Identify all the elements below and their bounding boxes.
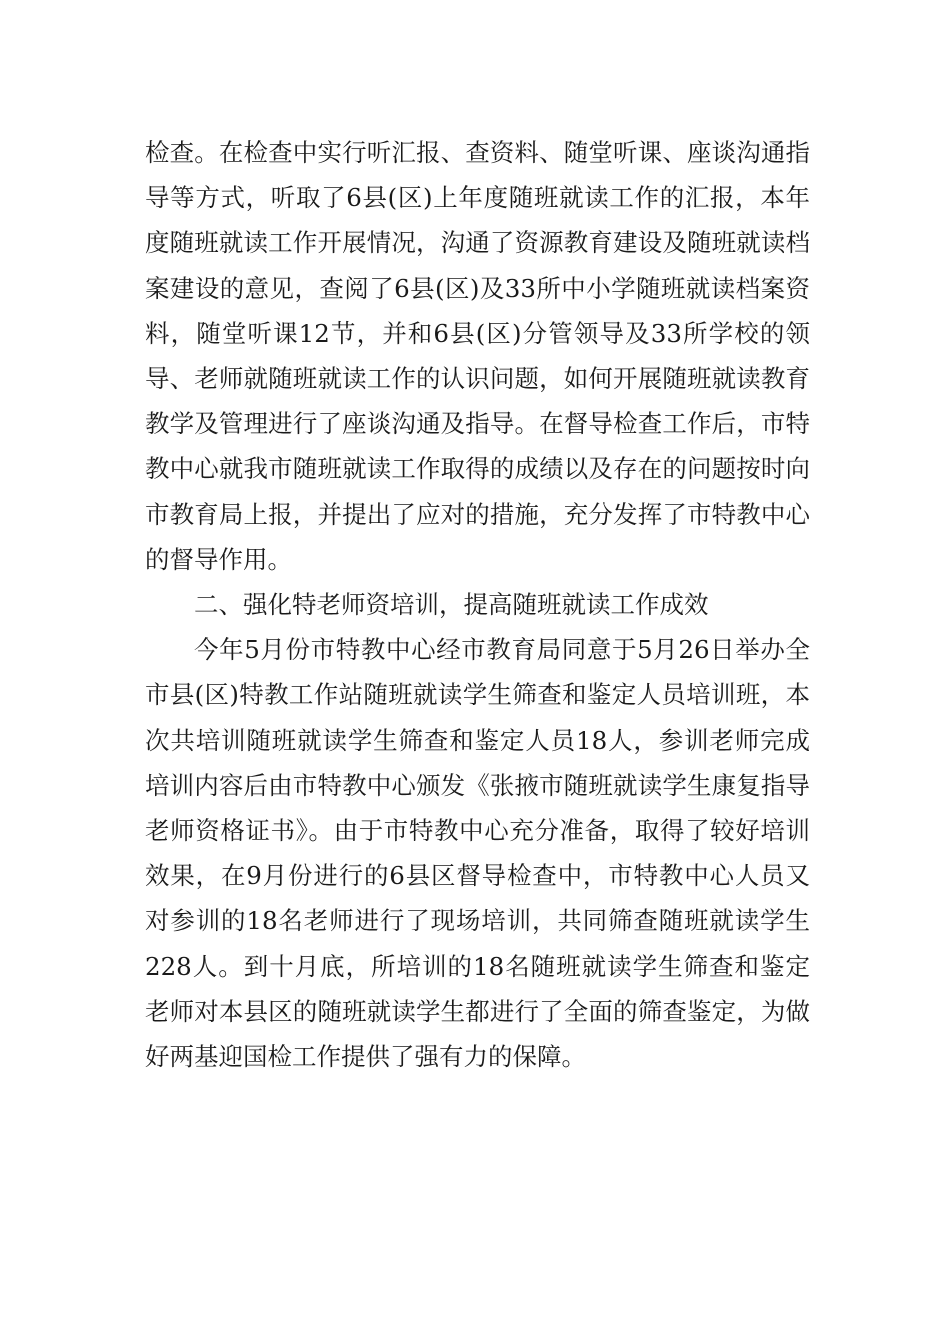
- paragraph-inspection: 检查。在检查中实行听汇报、查资料、随堂听课、座谈沟通指导等方式，听取了6县(区)上年度随班就读工作的汇报，本年度随班就读工作开展情况，沟通了资源教育建设及随班就读档案建设的意见，查阅了6县(区)及33所中小学随班就读档案资料，随堂听课12节，并和6县(区)分管领导及33所学校的领导、老师就随班就读工作的认识问题，如何开展随班就读教育教学及管理进行了座谈沟通及指导。在督导检查工作后，市特教中心就我市随班就读工作取得的成绩以及存在的问题按时向市教育局上报，并提出了应对的措施，充分发挥了市特教中心的督导作用。: [145, 138, 810, 574]
- document-body: [145, 130, 810, 1079]
- paragraph-training: 今年5月份市特教中心经市教育局同意于5月26日举办全市县(区)特教工作站随班就读学生筛查和鉴定人员培训班，本次共培训随班就读学生筛查和鉴定人员18人，参训老师完成培训内容后由市特教中心颁发《张掖市随班就读学生康复指导老师资格证书》。由于市特教中心充分准备，取得了较好培训效果，在9月份进行的6县区督导检查中，市特教中心人员又对参训的18名老师进行了现场培训，共同筛查随班就读学生228人。到十月底，所培训的18名随班就读学生筛查和鉴定老师对本县区的随班就读学生都进行了全面的筛查鉴定，为做好两基迎国检工作提供了强有力的保障。: [145, 635, 810, 1072]
- section-heading-two: 二、强化特老师资培训，提高随班就读工作成效: [194, 590, 709, 620]
